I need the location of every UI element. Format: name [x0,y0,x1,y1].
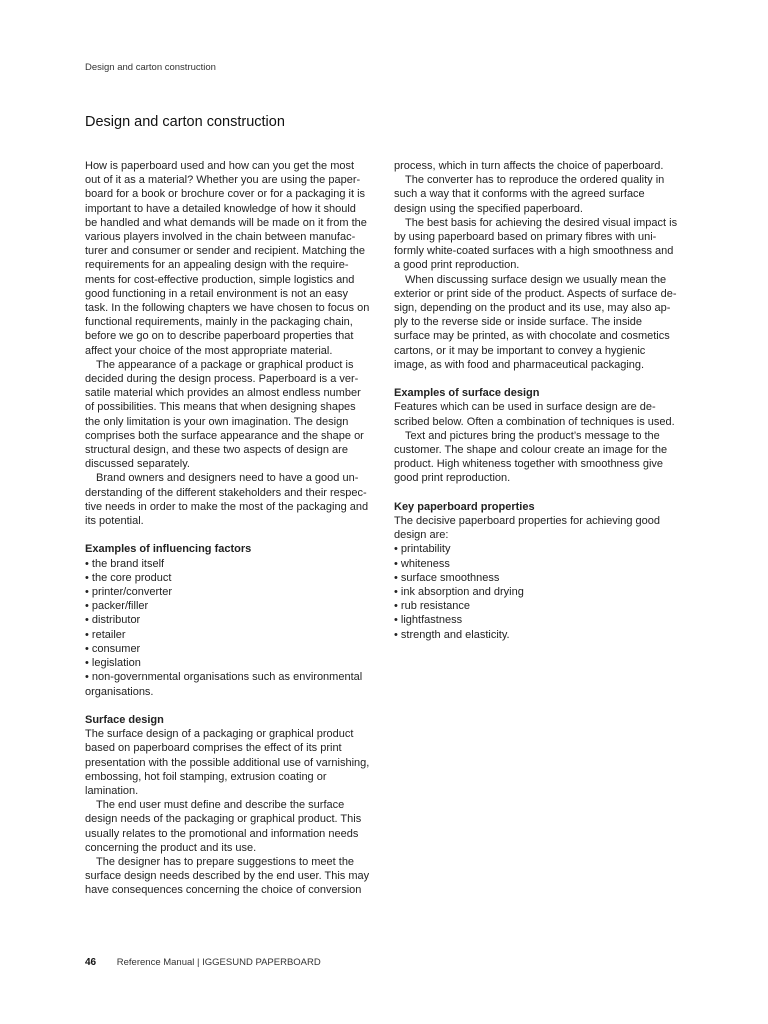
left-column [85,159,370,898]
body-paragraph: The converter has to reproduce the ordered quality in such a way that it conforms with the agreed surface design using the specified paperboard. [394,174,665,215]
body-paragraph: The end user must define and describe the surface design needs of the packaging or graphical product. This usually relates to the promotional and information needs concerning the product and its use. [85,799,362,854]
footer-text: Reference Manual | IGGESUND PAPERBOARD [116,957,321,968]
body-paragraph: Text and pictures bring the product’s message to the customer. The shape and colour create an image for the product. High whiteness together with smoothness give good print reproduction. [394,429,668,485]
list-item: • ink absorption and drying [394,585,679,599]
intro-paragraph: How is paperboard used and how can you get the most out of it as a material? Whether you are using the paperboard for a book or brochure cover or for a packaging it is important to have a detailed knowledge of how it should be handled and what demands will be made on it from the various players involved in the chain between manufacturer and consumer or sender and recipient. Matching the requirements for an appealing design with the requirements for cost-effective production, simple logistics and good functioning in a retail environment is not an easy task. In the following chapters we have chosen to focus on functional requirements, mainly in the packaging chain, before we go on to describe paperboard properties that affect your choice of the most appropriate material. [85,160,370,357]
list-item: • the brand itself [85,557,370,571]
body-paragraph: Brand owners and designers need to have a good understanding of the different stakeholders and their respective needs in order to make the most of the packaging and its potential. [85,472,369,528]
list-item: • strength and elasticity. [394,628,679,642]
key-properties-list [394,542,679,641]
body-paragraph: The appearance of a package or graphical product is decided during the design process. Paperboard is a versatile material which provides an almost endless number of possibilities. This means that when designing shapes the only limitation is your own imagination. The design comprises both the surface appearance and the shape or structural design, and these two aspects of design are discussed separately. [85,358,364,471]
body-paragraph: Features which can be used in surface design are described below. Often a combination of techniques is used. [394,401,675,428]
list-item: • packer/filler [85,599,370,613]
list-item: • lightfastness [394,613,679,627]
list-item: • printer/converter [85,585,370,599]
surface-examples-heading: Examples of surface design [394,387,540,400]
page-number: 46 [85,957,97,968]
body-paragraph: process, which in turn affects the choice of paperboard. [394,160,664,172]
right-column [394,159,679,642]
footer [85,957,321,968]
list-item: • printability [394,542,679,556]
list-item: • the core product [85,571,370,585]
list-item: • distributor [85,613,370,627]
key-properties-heading: Key paperboard properties [394,500,535,513]
body-paragraph: The designer has to prepare suggestions to meet the surface design needs described by the end user. This may have consequences concerning the choice of conversion [85,855,370,897]
list-item: • whiteness [394,557,679,571]
list-item: • legislation [85,656,370,670]
body-paragraph: The decisive paperboard properties for achieving good design are: [394,515,660,542]
list-item: • surface smoothness [394,571,679,585]
list-item: • retailer [85,628,370,642]
body-paragraph: The surface design of a packaging or graphical product based on paperboard comprises the effect of its print presentation with the possible additional use of varnishing, embossing, hot foil stamping, extrusion coating or lamination. [85,728,370,797]
list-item: • consumer [85,642,370,656]
list-item: • non-governmental organisations such as environmental organisations. [85,670,370,698]
list-item: • rub resistance [394,599,679,613]
running-head: Design and carton construction [85,62,216,73]
page-title: Design and carton construction [85,114,285,130]
body-paragraph: The best basis for achieving the desired visual impact is by using paperboard based on primary fibres with uniformly white-coated surfaces with a high smoothness and a good print reproduction. [394,216,678,272]
factors-list [85,557,370,699]
body-paragraph: When discussing surface design we usually mean the exterior or print side of the product. Aspects of surface design, depending on the product and its use, may also apply to the reverse side or inside surface. The inside surface may be printed, as with chocolate and cosmetics cartons, or it may be important to convey a hygienic image, as with food and pharmaceutical packaging. [394,273,677,371]
surface-design-heading: Surface design [85,713,164,726]
factors-heading: Examples of influencing factors [85,543,252,556]
